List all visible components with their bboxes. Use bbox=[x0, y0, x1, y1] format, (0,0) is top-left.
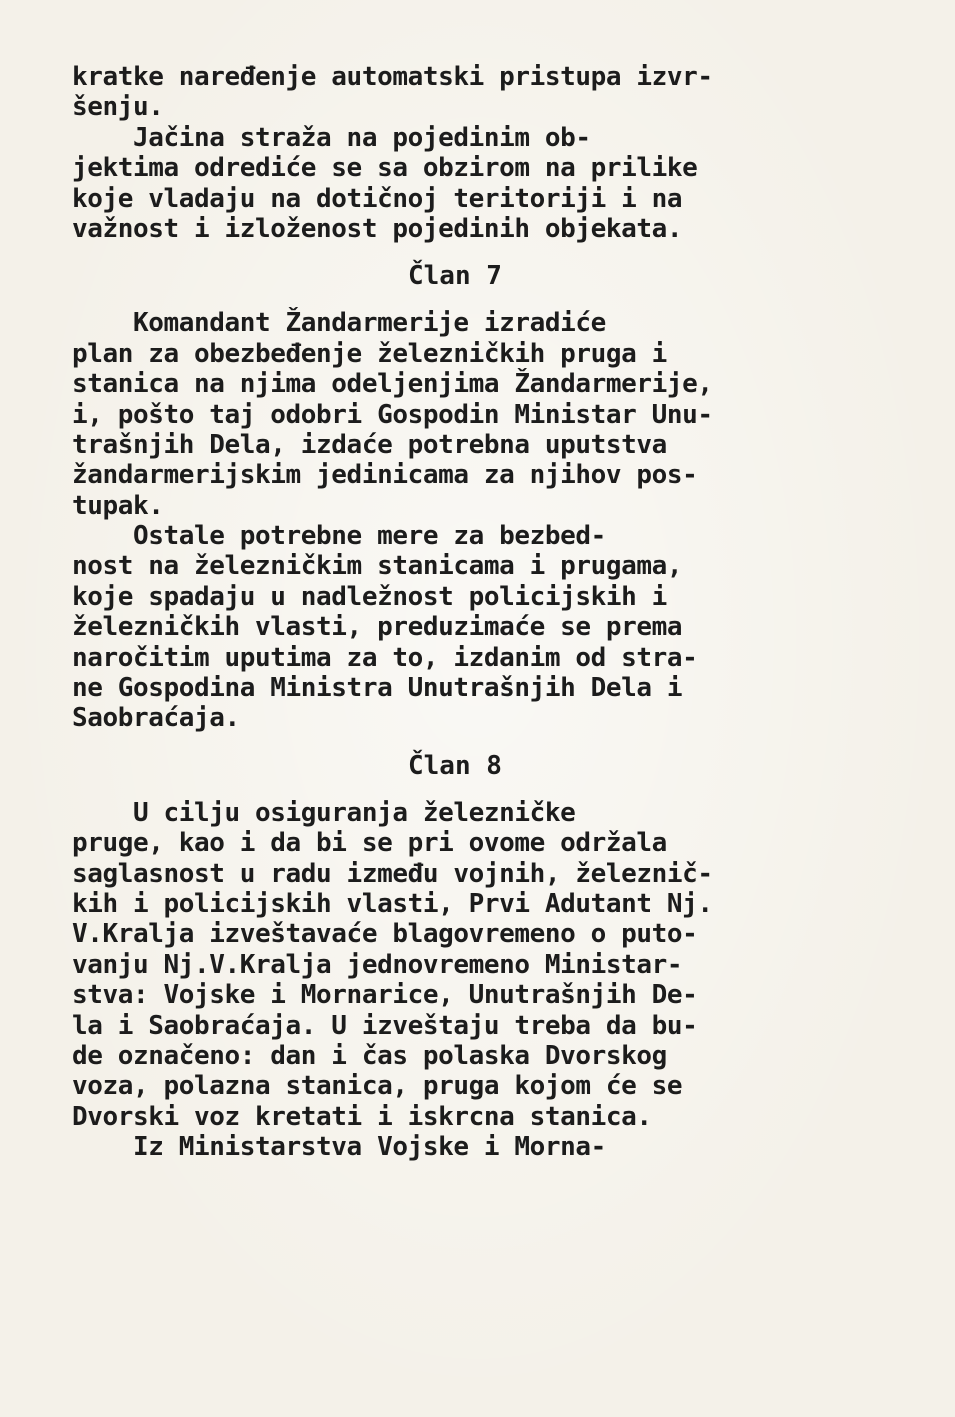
document-body bbox=[72, 62, 912, 1163]
text-line: koje spadaju u nadležnost policijskih i bbox=[72, 581, 667, 612]
text-line: šenju. bbox=[72, 92, 164, 123]
text-line: la i Saobraćaja. U izveštaju treba da bu- bbox=[72, 1010, 698, 1041]
text-line: trašnjih Dela, izdaće potrebna uputstva bbox=[72, 429, 667, 460]
text-line: ne Gospodina Ministra Unutrašnjih Dela i bbox=[72, 673, 683, 704]
text-line: stva: Vojske i Mornarice, Unutrašnjih De- bbox=[72, 980, 698, 1011]
text-line: i, pošto taj odobri Gospodin Ministar Unu- bbox=[72, 399, 713, 430]
text-line: nost na železničkim stanicama i prugama, bbox=[72, 551, 683, 582]
section-6-tail bbox=[72, 62, 912, 244]
text-line: kih i policijskih vlasti, Prvi Adutant Nj. bbox=[72, 888, 713, 919]
text-line: Jačina straža na pojedinim ob- bbox=[72, 122, 591, 153]
text-line: voza, polazna stanica, pruga kojom će se bbox=[72, 1071, 683, 1102]
text-line: plan za obezbeđenje železničkih pruga i bbox=[72, 338, 667, 369]
article-7-body bbox=[72, 308, 912, 733]
text-line: žandarmerijskim jedinicama za njihov pos- bbox=[72, 460, 698, 491]
text-line: kratke naređenje automatski pristupa izvr- bbox=[72, 62, 713, 92]
text-line: V.Kralja izveštavaće blagovremeno o putо- bbox=[72, 919, 698, 950]
article-7-heading: Član 7 bbox=[408, 261, 502, 292]
text-line: Saobraćaja. bbox=[72, 703, 240, 734]
article-8-heading: Član 8 bbox=[408, 750, 502, 781]
text-line: jektima odrediće se sa obzirom na prilike bbox=[72, 153, 698, 184]
text-line: naročitim uputima za to, izdanim od stra- bbox=[72, 642, 698, 673]
text-line: tupak. bbox=[72, 490, 164, 521]
text-line: Iz Ministarstva Vojske i Morna- bbox=[72, 1132, 606, 1163]
article-8-body bbox=[72, 798, 912, 1163]
text-line: Ostale potrebne mere za bezbed- bbox=[72, 521, 606, 552]
text-line: važnost i izloženost pojedinih objekata. bbox=[72, 213, 683, 244]
text-line: stanica na njima odeljenjima Žandarmerije, bbox=[72, 369, 713, 400]
text-line: Dvorski voz kretati i iskrcna stanica. bbox=[72, 1101, 652, 1132]
text-line: Komandant Žandarmerije izradiće bbox=[72, 308, 606, 339]
text-line: saglasnost u radu između vojnih, železnič- bbox=[72, 858, 713, 889]
text-line: vanju Nj.V.Kralja jednovremeno Ministar- bbox=[72, 949, 683, 980]
text-line: železničkih vlasti, preduzimaće se prema bbox=[72, 612, 683, 643]
text-line: de označeno: dan i čas polaska Dvorskog bbox=[72, 1040, 667, 1071]
text-line: pruge, kao i da bi se pri ovome održala bbox=[72, 828, 667, 859]
text-line: U cilju osiguranja železničke bbox=[72, 797, 576, 828]
text-line: koje vladaju na dotičnoj teritoriji i na bbox=[72, 183, 683, 214]
